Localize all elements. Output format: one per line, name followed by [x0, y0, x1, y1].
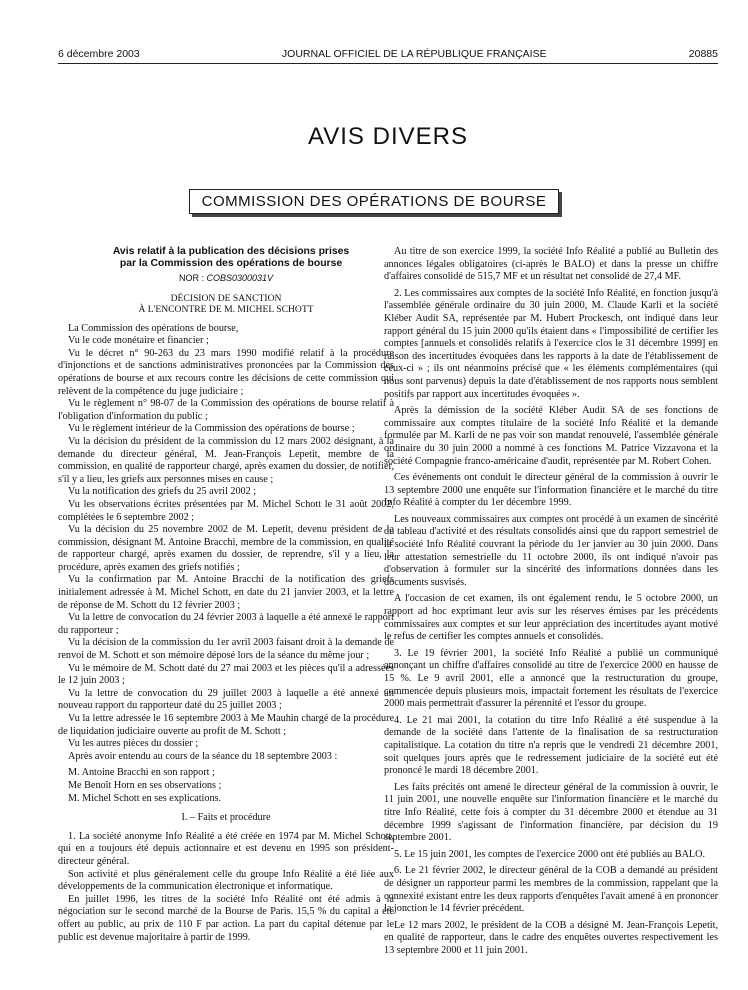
paragraph: 2. Les commissaires aux comptes de la société Info Réalité, en fonction jusqu'à l'assemblée générale ordinaire du 30 juin 2000, M. Claude Karli et la société Kléber Audit SA, représentée par M. Hubert Prockesch, ont indiqué dans leur rapport général du 15 juin 2000 qu'ils étaient dans « l'impossibilité de certifier les comptes [annuels et consolidés relatifs à l'exercice clos le 31 décembre 1999] en raison des incertitudes évoquées dans les rapports à la date de l'établissement de ceux-ci » ; ils ont néanmoins précisé que « les éléments complémentaires (qui nous sont parvenus) depuis la date d'établissement de nos rapports nous semblent positifs par rapport aux incertitudes évoquées ». [384, 287, 718, 400]
paragraph: Vu les autres pièces du dossier ; [68, 738, 199, 750]
section-title: AVIS DIVERS [308, 123, 468, 150]
notice-title-line1: Avis relatif à la publication des décisions prises [112, 246, 350, 257]
decision-line1: DÉCISION DE SANCTION [170, 292, 282, 304]
decision-heading [58, 293, 394, 316]
heard-list [58, 767, 394, 805]
nor-reference [58, 272, 394, 285]
paragraph: 4. Le 21 mai 2001, la cotation du titre Info Réalité a été suspendue à la demande de la société dans l'attente de la finalisation de sa restructuration capitalistique. La cotation du titre n'a repris que le vendredi 21 décembre 2001, soit quelques jours après que le redressement judiciaire de la société eut été prononcé le mardi 18 décembre 2001. [384, 714, 718, 777]
paragraph: Ces événements ont conduit le directeur général de la commission à ouvrir le 13 septembre 2000 une enquête sur l'information financière et le marché du titre Info Réalité à compter du 1er décembre 1999. [384, 472, 718, 509]
paragraph: 1. La société anonyme Info Réalité a été créée en 1974 par M. Michel Schott, qui en a toujours été depuis actionnaire et est devenu en 1995 son président-directeur général. [58, 830, 394, 867]
nor-value: COBS0300031V [206, 273, 274, 283]
journal-name: JOURNAL OFFICIEL DE LA RÉPUBLIQUE FRANÇAISE [281, 48, 547, 60]
paragraph: Les nouveaux commissaires aux comptes ont procédé à un examen de sincérité du tableau d'activité et des résultats consolidés ainsi que du rapport semestriel de la société Info Réalité couvrant la période du 1er janvier au 30 juin 2000. Dans leur attestation semestrielle du 11 octobre 2000, ils ont indiqué n'avoir pas d'observation à formuler sur la sincérité des informations données dans les documents susvisés. [384, 513, 718, 588]
paragraph: Après avoir entendu au cours de la séance du 18 septembre 2003 : [68, 750, 338, 762]
paragraph: Vu la lettre adressée le 16 septembre 2003 à Me Mauhin chargé de la procédure de liquidation judiciaire ouverte au profit de M. Schott ; [58, 713, 394, 737]
subsection-title: COMMISSION DES OPÉRATIONS DE BOURSE [189, 189, 560, 214]
paragraph: Vu la décision de la commission du 1er avril 2003 faisant droit à la demande de renvoi de M. Schott et son mémoire déposé lors de la séance du même jour ; [58, 637, 394, 662]
paragraph: Vu la décision du 25 novembre 2002 de M. Lepetit, devenu président de la commission, désignant M. Antoine Bracchi, membre de la commission, en qualité de rapporteur chargé, après examen du dossier, de reprendre, s'il y a lieu, la procédure, après examen des griefs notifiés ; [58, 524, 394, 573]
paragraph: Vu la décision du président de la commission du 12 mars 2002 désignant, à la demande du directeur général, M. Jean-François Lepetit, membre de la commission, en qualité de rapporteur chargé, après examen du dossier, de notifier, s'il y a lieu, les griefs aux personnes mises en cause ; [58, 435, 394, 485]
paragraph: Les faits précités ont amené le directeur général de la commission à ouvrir, le 11 juin 2001, une nouvelle enquête sur l'information financière et le marché du titre Info Réalité, cette fois à compter du 31 décembre 2000 et étendue au 31 décembre 1999 s'agissant de l'information financière, par décision du 19 septembre 2001. [384, 781, 718, 844]
paragraph: A l'occasion de cet examen, ils ont également rendu, le 5 octobre 2000, un rapport ad hoc exprimant leur avis sur les réserves émises par les précédents commissaires aux comptes et sur leur appréciation des incertitudes ayant motivé le refus de certifier les comptes annuels et consolidés. [384, 593, 718, 643]
paragraph: En juillet 1996, les titres de la société Info Réalité ont été admis à la négociation sur le second marché de la Bourse de Paris. 15,5 % du capital a été offert au public, au prix de 110 F par action. La part du capital détenue par le public est devenue majoritaire à partir de 1999. [58, 893, 394, 943]
paragraph: Vu la notification des griefs du 25 avril 2002 ; [68, 486, 257, 498]
paragraph: Vu la confirmation par M. Antoine Bracchi de la notification des griefs initialement adressée à M. Michel Schott, en date du 21 janvier 2003, et la lettre de réponse de M. Schott du 12 février 2003 ; [58, 574, 394, 611]
paragraph: La Commission des opérations de bourse, [68, 322, 239, 334]
paragraph: Vu le mémoire de M. Schott daté du 27 mai 2003 et les pièces qu'il a adressées le 12 juin 2003 ; [58, 662, 394, 687]
paragraph: Vu la lettre de convocation du 24 février 2003 à laquelle a été annexé le rapport du rapporteur ; [58, 612, 394, 636]
paragraph: Après la démission de la société Kléber Audit SA de ses fonctions de commissaire aux comptes titulaire de la société Info Réalité et la demande formulée par M. Karli de ne pas voir son mandat renouvelé, l'assemblée générale ordinaire du 30 juin 2000 a nommé à ces fonctions M. Patrice Vizzavona et la société Compagnie franco-américaine d'audit, représentée par M. Robert Cohen. [384, 405, 718, 467]
paragraph: Vu le règlement n° 98-07 de la Commission des opérations de bourse relatif à l'obligation d'information du public ; [58, 398, 394, 422]
heard-item: Me Benoît Horn en ses observations ; [68, 779, 222, 791]
right-paragraphs [384, 246, 718, 957]
header-rule [58, 63, 718, 64]
paragraph: Vu le code monétaire et financier ; [68, 335, 209, 347]
paragraph: Vu la lettre de convocation du 29 juillet 2003 à laquelle a été annexé un nouveau rapport du rapporteur daté du 25 juillet 2003 ; [58, 687, 394, 712]
page-number: 20885 [688, 48, 718, 60]
paragraph: Son activité et plus généralement celle du groupe Info Réalité a été liée aux développements de la communication électronique et informatique. [58, 868, 394, 893]
decision-line2: À L'ENCONTRE DE M. MICHEL SCHOTT [138, 304, 314, 316]
paragraph: Vu les observations écrites présentées par M. Michel Schott le 31 août 2002, complétées le 6 septembre 2002 ; [58, 498, 394, 523]
paragraph: Le 12 mars 2002, le président de la COB a désigné M. Jean-François Lepetit, en qualité de rapporteur, dans le cadre des enquêtes ouvertes respectivement les 13 septembre 2000 et 11 juin 2001. [384, 919, 718, 956]
paragraph: Vu le règlement intérieur de la Commission des opérations de bourse ; [68, 423, 355, 435]
notice-title-line2: par la Commission des opérations de bourse [119, 258, 343, 269]
right-column [384, 246, 718, 957]
paragraph: 3. Le 19 février 2001, la société Info Réalité a publié un communiqué annonçant un chiffre d'affaires consolidé au titre de l'exercice 2000 en hausse de 15 %. Le 9 avril 2001, elle a annoncé que la restructuration du groupe, commencée depuis plusieurs mois, impactait fortement les résultats de l'exercice 2000 mais permettrait d'assurer la pérennité et l'essor du groupe. [384, 647, 718, 710]
heard-item: M. Antoine Bracchi en son rapport ; [68, 767, 215, 779]
nor-label: NOR : [178, 273, 204, 283]
left-paragraphs-a [58, 323, 394, 764]
paragraph: 5. Le 15 juin 2001, les comptes de l'exercice 2000 ont été publiés au BALO. [394, 848, 706, 860]
heard-item: M. Michel Schott en ses explications. [68, 792, 222, 804]
paragraph: Au titre de son exercice 1999, la société Info Réalité a publié au Bulletin des annonces légales obligatoires (ci-après le BALO) et dans la presse un chiffre d'affaires consolidé de 515,7 MF et un résultat net consolidé de 27,4 MF. [384, 246, 718, 283]
left-column [58, 246, 394, 944]
paragraph: Vu le décret n° 90-263 du 23 mars 1990 modifié relatif à la procédure d'injonctions et de sanctions administratives prononcées par la Commission des opérations de bourse et aux recours contre les décisions de cette commission qui relèvent de la compétence du juge judiciaire ; [58, 347, 394, 397]
paragraph: 6. Le 21 février 2002, le directeur général de la COB a demandé au président de désigner un rapporteur parmi les membres de la commission, rappelant que la connexité existant entre les deux rapports d'enquêtes l'avait amené à en prononcer la jonction le 14 février précédent. [384, 865, 718, 915]
part-heading: I. – Faits et procédure [181, 812, 271, 824]
subsection-box-wrap [0, 189, 748, 214]
running-header [58, 48, 718, 60]
issue-date: 6 décembre 2003 [58, 48, 140, 60]
left-paragraphs-b [58, 831, 394, 944]
